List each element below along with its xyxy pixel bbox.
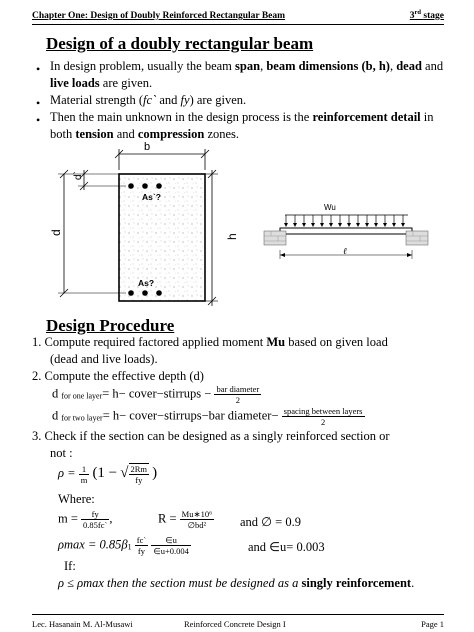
formula-eu: and ∈u= 0.003 bbox=[248, 540, 325, 554]
formula-phi: and ∅ = 0.9 bbox=[240, 515, 301, 529]
chapter-title: Chapter One: Design of Doubly Reinforced Rectangular Beam bbox=[32, 11, 286, 21]
step-1-line-2: (dead and live loads). bbox=[50, 352, 158, 366]
beam-load-figure bbox=[258, 195, 438, 267]
rebar-dot bbox=[156, 183, 162, 189]
bullet-marker: • bbox=[36, 62, 41, 76]
bullet-3: Then the main unknown in the design process is the reinforcement detail in both tension and compression zones. bbox=[50, 110, 434, 141]
where-label: Where: bbox=[58, 492, 95, 506]
label-d-prime: d` bbox=[73, 171, 84, 180]
label-b: b bbox=[144, 141, 151, 153]
formula-m: m = $\frac{fy}{0.85fc`}$ , bbox=[58, 509, 113, 530]
formula-d-one-layer: d for one layer= h− cover−stirrups − $\frac{\text{bar diameter}}{2}$ bbox=[52, 384, 260, 405]
rebar-dot bbox=[128, 290, 134, 296]
if-label: If: bbox=[64, 559, 76, 573]
label-span: ℓ bbox=[343, 246, 347, 256]
page-header bbox=[32, 7, 444, 25]
condition-line: ρ ≤ ρmax then the section must be designed as a singly reinforcement. bbox=[58, 576, 415, 590]
page-footer bbox=[32, 614, 444, 630]
formula-R: R = $\frac{\text{Mu∗10⁶}}{\text{∅bd²}}$ bbox=[158, 509, 213, 530]
stage-label: 3rd stage bbox=[409, 9, 444, 22]
step-2: 2. Compute the effective depth (d) bbox=[32, 369, 204, 383]
cross-section-figure bbox=[46, 140, 246, 315]
footer-page-number: Page 1 bbox=[421, 619, 444, 629]
step-3-line-1: 3. Check if the section can be designed as a singly reinforced section or bbox=[32, 429, 390, 443]
bullet-marker: • bbox=[36, 113, 41, 127]
beam-load-drawing bbox=[258, 195, 438, 267]
formula-rho-max: ρmax = 0.85β1 $\frac{fc`}{fy}$ $\frac{\in u}{\in u+0.004}$ bbox=[58, 535, 189, 556]
formula-d-two-layer: d for two layer= h− cover−stirrups−bar diameter− $\frac{\text{spacing between layers}}{2}$ bbox=[52, 406, 363, 427]
load-arrowheads bbox=[284, 223, 405, 227]
footer-course: Reinforced Concrete Design I bbox=[184, 619, 286, 629]
bullet-1: In design problem, usually the beam span, beam dimensions (b, h), dead and live loads are given. bbox=[50, 59, 444, 90]
rebar-dot bbox=[142, 183, 148, 189]
label-as-top: As`? bbox=[142, 192, 161, 202]
rebar-dot bbox=[156, 290, 162, 296]
cross-section-drawing bbox=[46, 140, 246, 315]
rebar-dot bbox=[142, 290, 148, 296]
label-as-bottom: As? bbox=[138, 278, 155, 288]
label-wu: Wu bbox=[324, 203, 336, 212]
footer-author: Lec. Hasanain M. Al-Musawi bbox=[32, 619, 133, 629]
bullet-2: Material strength (fc` and fy) are given. bbox=[50, 93, 247, 107]
bullet-marker: • bbox=[36, 96, 41, 110]
step-3-line-2: not : bbox=[50, 446, 73, 460]
rebar-dot bbox=[128, 183, 134, 189]
section-title-procedure: Design Procedure bbox=[46, 316, 175, 335]
label-d: d bbox=[49, 229, 63, 236]
step-1-line-1: 1. Compute required factored applied moment Mu based on given load bbox=[32, 335, 388, 349]
formula-rho: ρ = $\frac{1}{m}$ (1 − √ $\frac{2Rm}{fy}$ ) bbox=[58, 463, 158, 485]
section-title-design: Design of a doubly rectangular beam bbox=[46, 34, 314, 53]
label-h: h bbox=[225, 233, 239, 240]
